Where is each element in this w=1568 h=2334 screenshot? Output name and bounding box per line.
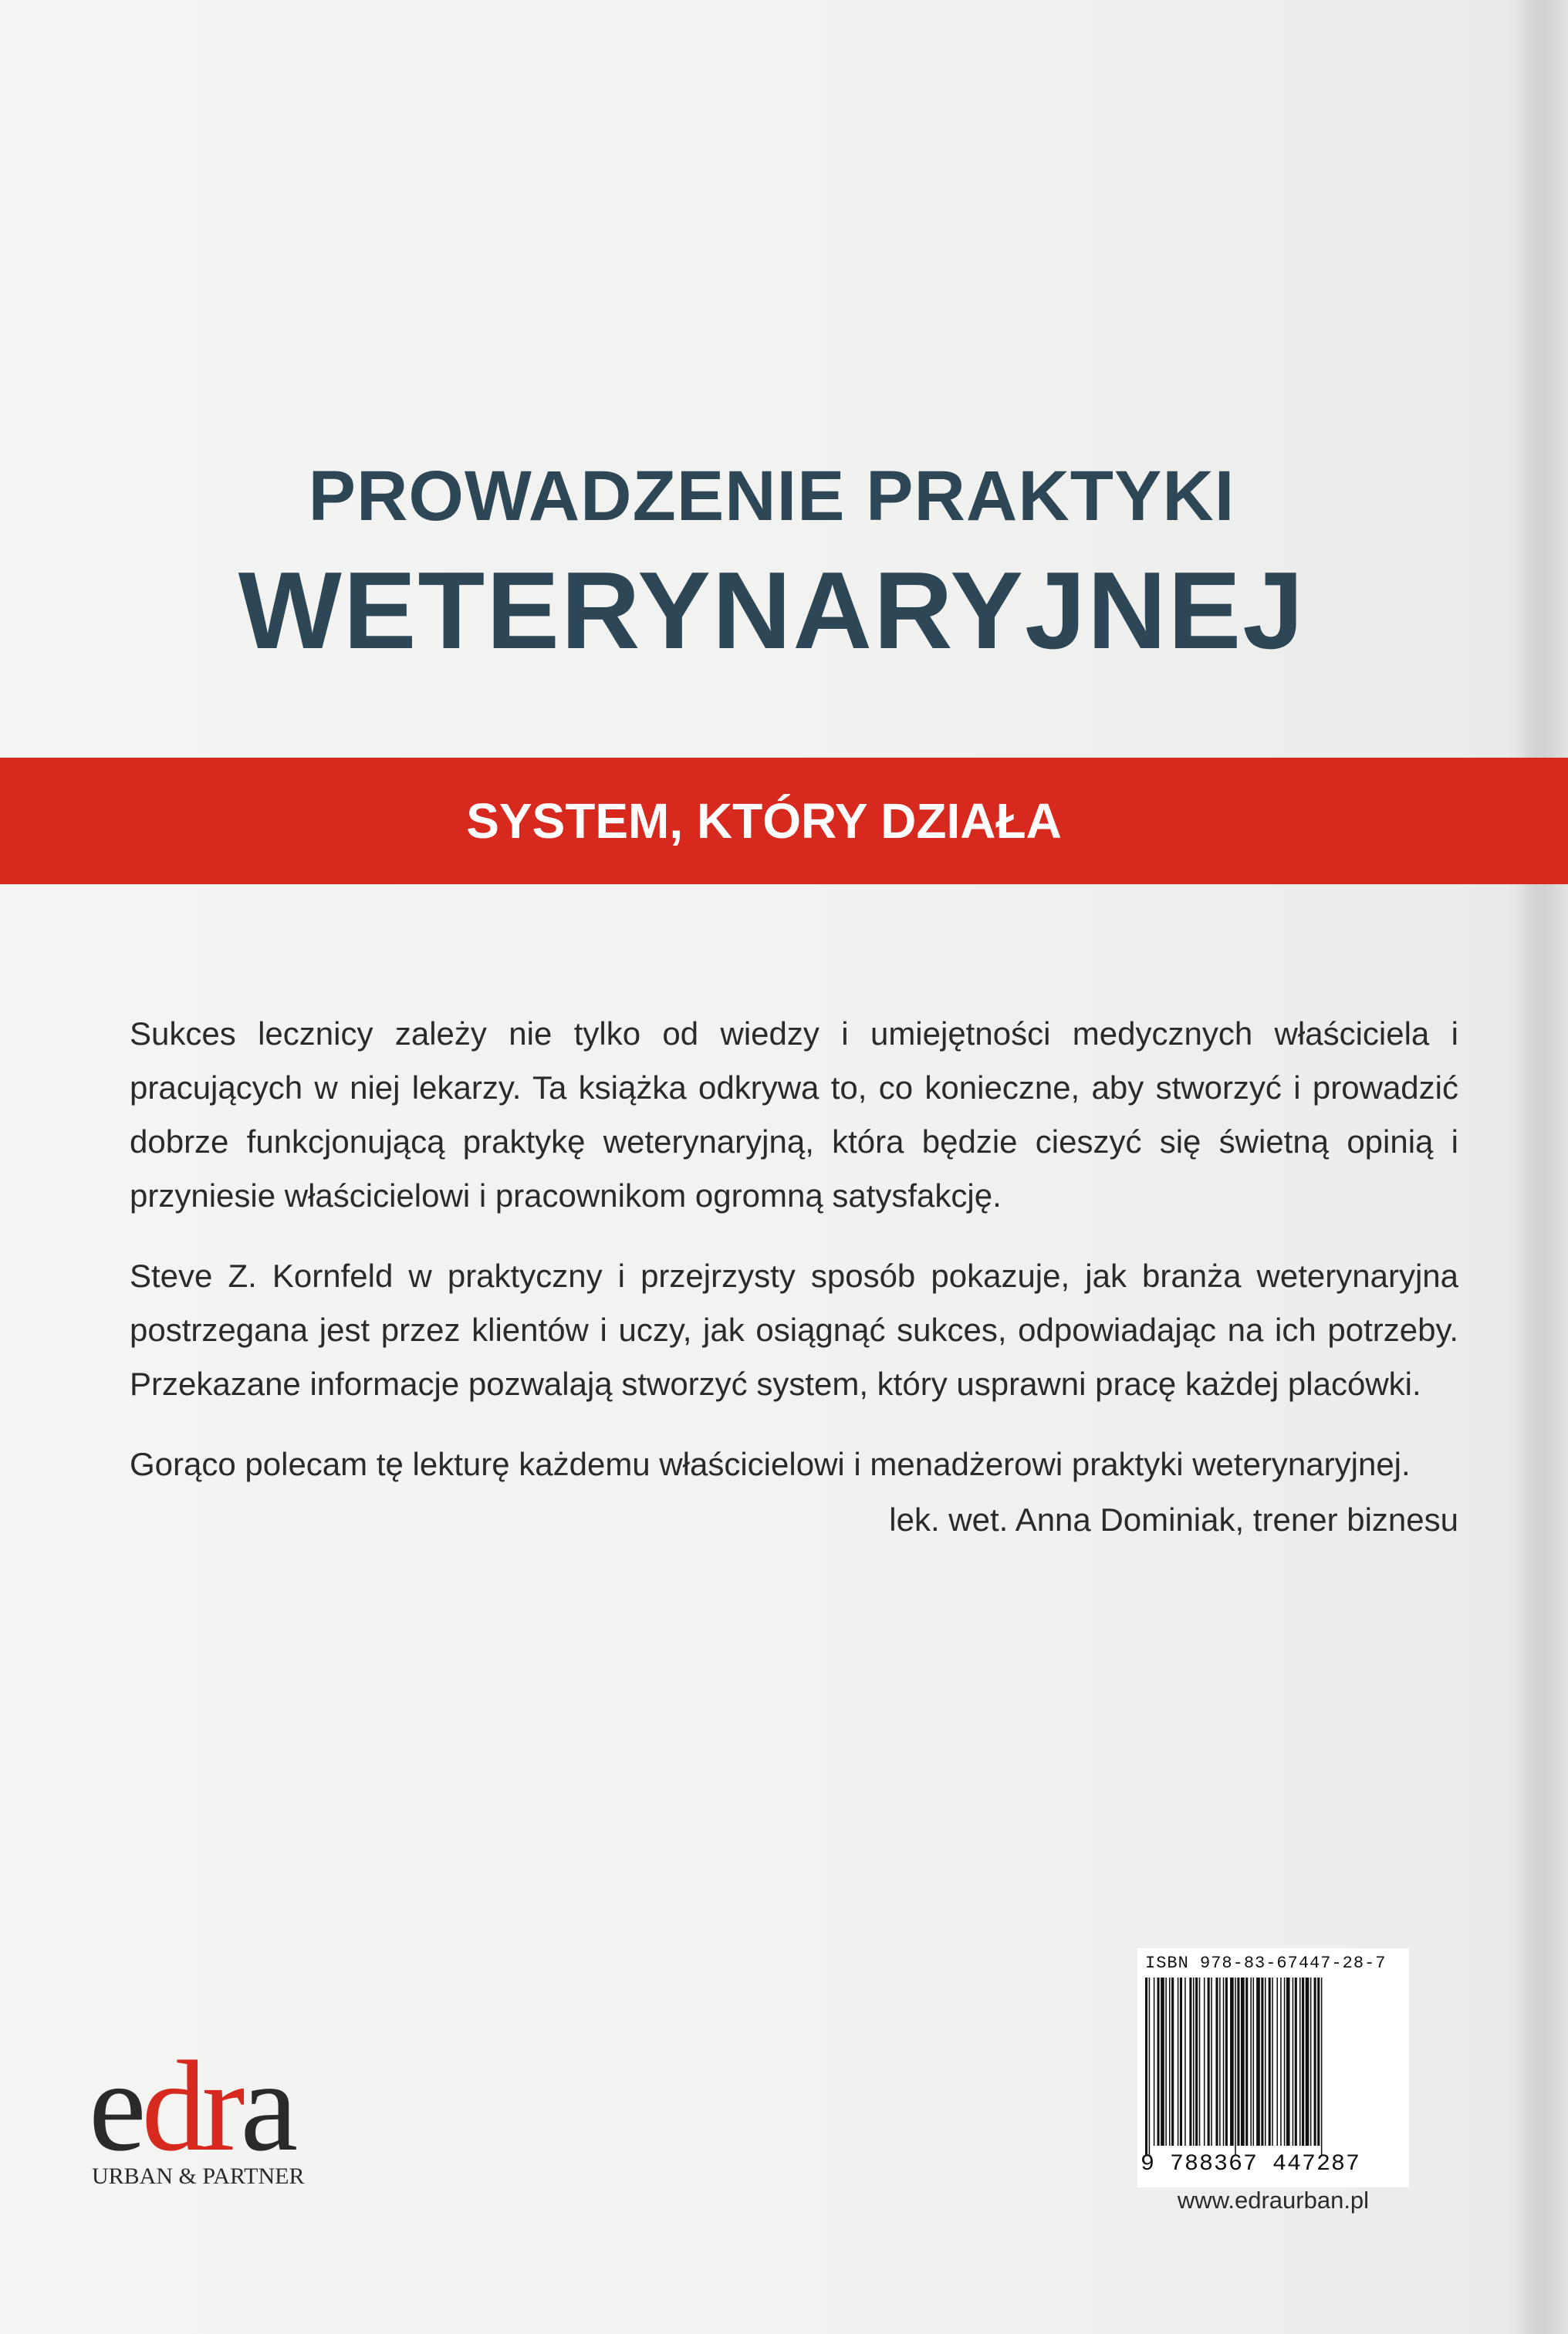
barcode-bar xyxy=(1256,1978,1260,2146)
barcode-bar xyxy=(1250,1978,1252,2146)
blurb xyxy=(130,1007,1458,1518)
barcode-bar xyxy=(1261,1978,1263,2146)
barcode-bar xyxy=(1178,1978,1179,2146)
barcode-bar xyxy=(1225,1978,1228,2146)
edge-shadow xyxy=(1514,0,1568,2334)
barcode-bar xyxy=(1314,1978,1316,2146)
isbn-label: ISBN 978-83-67447-28-7 xyxy=(1145,1954,1387,1973)
barcode-bar xyxy=(1269,1978,1271,2146)
logo-letter-e: e xyxy=(89,2035,142,2178)
blurb-paragraph-3: Gorąco polecam tę lekturę każdemu właścicielowi i menadżerowi praktyki weterynaryjnej. xyxy=(130,1446,1411,1482)
barcode-bar xyxy=(1253,1978,1255,2146)
barcode-bars-icon xyxy=(1145,1978,1400,2155)
barcode-bar xyxy=(1230,1978,1234,2146)
barcode-bar xyxy=(1280,1978,1282,2146)
logo-letter-a: a xyxy=(240,2035,294,2178)
barcode-bar xyxy=(1241,1978,1245,2146)
barcode-bar xyxy=(1193,1978,1195,2146)
barcode-bar xyxy=(1223,1978,1225,2146)
publisher-logo xyxy=(89,2035,336,2189)
subtitle-band xyxy=(0,758,1568,884)
barcode-bar xyxy=(1149,1978,1151,2155)
blurb-paragraph-2: Steve Z. Kornfeld w praktyczny i przejrzysty sposób pokazuje, jak branża weterynaryjna postrzegana jest przez klientów i uczy, jak osiągnąć sukces, odpowiadając na ich potrzeby. Przekazane informacje pozwalają stworzyć system, który usprawni pracę każdej placówki. xyxy=(130,1258,1458,1402)
subtitle-text: SYSTEM, KTÓRY DZIAŁA xyxy=(466,793,1062,849)
blurb-signature: lek. wet. Anna Dominiak, trener biznesu xyxy=(889,1501,1458,1538)
barcode-bar xyxy=(1293,1978,1294,2146)
barcode-bar xyxy=(1165,1978,1167,2146)
logo-letters-dr: dr xyxy=(141,2035,241,2178)
title-line-1: PROWADZENIE PRAKTYKI xyxy=(308,457,1235,535)
barcode-bar xyxy=(1219,1978,1221,2146)
barcode-bar xyxy=(1299,1978,1301,2146)
barcode-bar xyxy=(1235,1978,1236,2155)
barcode-bar xyxy=(1184,1978,1186,2146)
barcode-bar xyxy=(1199,1978,1201,2146)
barcode-bar xyxy=(1195,1978,1198,2146)
barcode-bar xyxy=(1215,1978,1218,2146)
barcode-bar xyxy=(1295,1978,1297,2146)
barcode-bar xyxy=(1317,1978,1320,2146)
barcode-bar xyxy=(1272,1978,1273,2146)
barcode-bar xyxy=(1265,1978,1266,2146)
logo-subtitle: URBAN & PARTNER xyxy=(92,2163,305,2189)
barcode xyxy=(1137,1948,1409,2187)
barcode-bar xyxy=(1180,1978,1182,2146)
barcode-bar xyxy=(1171,1978,1174,2146)
blurb-paragraph-1: Sukces lecznicy zależy nie tylko od wiedzy i umiejętności medycznych właściciela i pracujących w niej lekarzy. Ta książka odkrywa to, co konieczne, aby stworzyć i prowadzić dobrze funkcjonującą praktykę weterynaryjną, która będzie cieszyć się świetną opinią i przyniesie właścicielowi i pracownikom ogromną satysfakcję. xyxy=(130,1015,1458,1214)
barcode-bar xyxy=(1310,1978,1312,2146)
barcode-bar xyxy=(1245,1978,1248,2146)
barcode-bar xyxy=(1189,1978,1191,2146)
barcode-bar xyxy=(1208,1978,1210,2146)
barcode-bar xyxy=(1145,1978,1147,2155)
barcode-bar xyxy=(1284,1978,1286,2146)
barcode-digits: 9 788367 447287 xyxy=(1141,2151,1361,2177)
barcode-bar xyxy=(1286,1978,1290,2146)
barcode-bar xyxy=(1211,1978,1212,2146)
barcode-bar xyxy=(1161,1978,1164,2146)
barcode-bar xyxy=(1157,1978,1160,2146)
barcode-bar xyxy=(1204,1978,1205,2146)
barcode-bar xyxy=(1277,1978,1279,2146)
barcode-bar xyxy=(1169,1978,1171,2146)
barcode-bar xyxy=(1302,1978,1304,2146)
barcode-bar xyxy=(1321,1978,1323,2155)
barcode-bar xyxy=(1237,1978,1239,2146)
barcode-bar xyxy=(1154,1978,1155,2146)
barcode-bar xyxy=(1306,1978,1309,2146)
publisher-website: www.edraurban.pl xyxy=(1177,2187,1370,2214)
title-line-2: WETERYNARYJNEJ xyxy=(238,549,1306,672)
